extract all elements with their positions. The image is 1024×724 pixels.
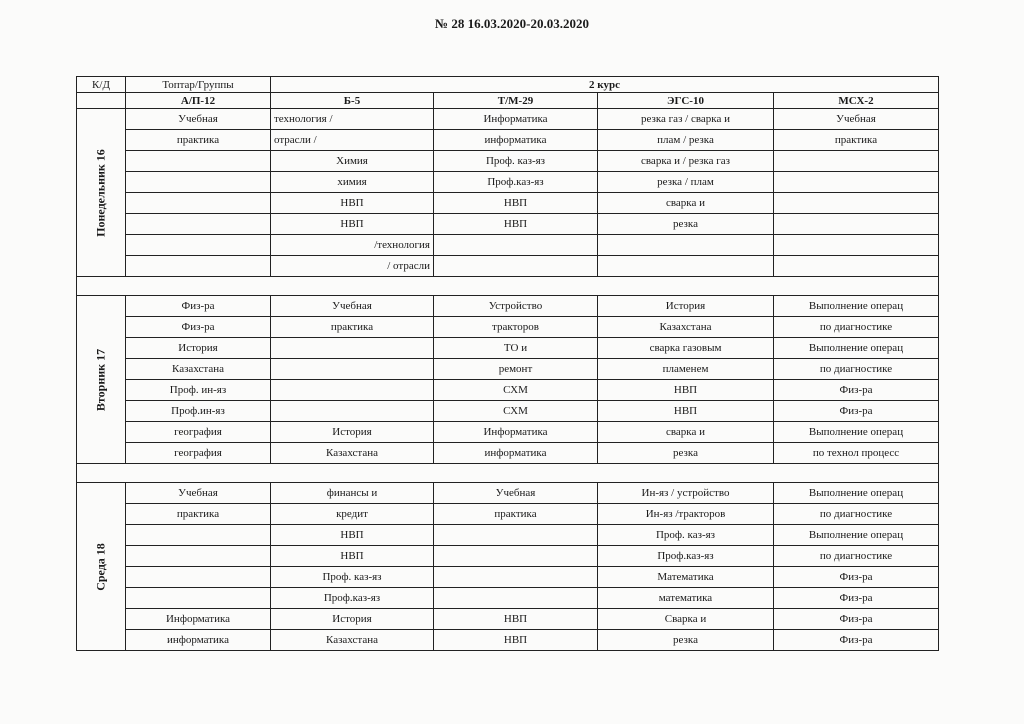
- schedule-row: [77, 109, 939, 130]
- schedule-row: [77, 443, 939, 464]
- schedule-cell: сварка и / резка газ: [598, 151, 774, 172]
- schedule-cell: [774, 256, 939, 277]
- schedule-cell: Физ-ра: [774, 567, 939, 588]
- schedule-cell: [434, 546, 598, 567]
- schedule-cell: технология /: [271, 109, 434, 130]
- schedule-cell: Ин-яз /тракторов: [598, 504, 774, 525]
- schedule-cell: Учебная: [434, 483, 598, 504]
- schedule-cell: Казахстана: [271, 630, 434, 651]
- day-label-cell: [77, 483, 126, 651]
- schedule-row: [77, 256, 939, 277]
- schedule-cell: ремонт: [434, 359, 598, 380]
- course-header: 2 курс: [271, 77, 939, 93]
- schedule-cell: Выполнение операц: [774, 338, 939, 359]
- schedule-cell: Информатика: [126, 609, 271, 630]
- schedule-cell: [598, 256, 774, 277]
- schedule-cell: Проф.каз-яз: [598, 546, 774, 567]
- day-label: Среда 18: [93, 542, 108, 591]
- schedule-cell: Сварка и: [598, 609, 774, 630]
- schedule-cell: Проф. каз-яз: [598, 525, 774, 546]
- schedule-cell: по диагностике: [774, 359, 939, 380]
- schedule-cell: Выполнение операц: [774, 483, 939, 504]
- schedule-cell: [126, 546, 271, 567]
- schedule-cell: [271, 401, 434, 422]
- schedule-cell: Химия: [271, 151, 434, 172]
- schedule-cell: по диагностике: [774, 317, 939, 338]
- header-row: [77, 77, 939, 93]
- schedule-cell: Физ-ра: [774, 630, 939, 651]
- schedule-cell: резка: [598, 443, 774, 464]
- schedule-cell: Учебная: [126, 109, 271, 130]
- groups-row-blank: [77, 93, 126, 109]
- schedule-cell: Выполнение операц: [774, 296, 939, 317]
- schedule-cell: пламенем: [598, 359, 774, 380]
- schedule-cell: тракторов: [434, 317, 598, 338]
- schedule-cell: Проф. каз-яз: [271, 567, 434, 588]
- schedule-cell: Проф.каз-яз: [434, 172, 598, 193]
- schedule-cell: по диагностике: [774, 546, 939, 567]
- page-title: № 28 16.03.2020-20.03.2020: [435, 16, 589, 31]
- schedule-cell: [774, 193, 939, 214]
- schedule-cell: Устройство: [434, 296, 598, 317]
- schedule-row: [77, 525, 939, 546]
- schedule-cell: сварка газовым: [598, 338, 774, 359]
- group-header: Б-5: [271, 93, 434, 109]
- schedule-cell: география: [126, 443, 271, 464]
- schedule-row: [77, 546, 939, 567]
- schedule-cell: информатика: [434, 130, 598, 151]
- schedule-row: [77, 338, 939, 359]
- group-header: А/П-12: [126, 93, 271, 109]
- schedule-cell: практика: [434, 504, 598, 525]
- group-header: ЭГС-10: [598, 93, 774, 109]
- day-label-cell: [77, 109, 126, 277]
- schedule-cell: [271, 359, 434, 380]
- schedule-cell: История: [271, 422, 434, 443]
- schedule-cell: практика: [271, 317, 434, 338]
- schedule-row: [77, 401, 939, 422]
- kd-header: К/Д: [77, 77, 126, 93]
- schedule-cell: [434, 525, 598, 546]
- schedule-cell: НВП: [598, 401, 774, 422]
- schedule-cell: информатика: [434, 443, 598, 464]
- schedule-cell: [271, 380, 434, 401]
- schedule-cell: [774, 235, 939, 256]
- schedule-cell: Физ-ра: [774, 401, 939, 422]
- day-label: Понедельник 16: [93, 148, 108, 237]
- schedule-row: [77, 214, 939, 235]
- schedule-cell: НВП: [271, 214, 434, 235]
- groups-header: Топтар/Группы: [126, 77, 271, 93]
- schedule-cell: Учебная: [271, 296, 434, 317]
- schedule-cell: [126, 588, 271, 609]
- schedule-cell: по технол процесс: [774, 443, 939, 464]
- schedule-cell: [126, 256, 271, 277]
- schedule-cell: Физ-ра: [774, 588, 939, 609]
- schedule-cell: информатика: [126, 630, 271, 651]
- schedule-cell: НВП: [434, 609, 598, 630]
- schedule-cell: Проф. ин-яз: [126, 380, 271, 401]
- schedule-cell: Физ-ра: [126, 296, 271, 317]
- schedule-table: [76, 76, 939, 651]
- schedule-row: [77, 380, 939, 401]
- schedule-cell: практика: [774, 130, 939, 151]
- schedule-cell: [434, 567, 598, 588]
- schedule-cell: НВП: [271, 193, 434, 214]
- day-separator-row: [77, 464, 939, 483]
- day-separator: [77, 464, 939, 483]
- schedule-cell: [434, 256, 598, 277]
- groups-row: [77, 93, 939, 109]
- schedule-cell: Учебная: [126, 483, 271, 504]
- schedule-row: [77, 296, 939, 317]
- schedule-row: [77, 151, 939, 172]
- schedule-cell: резка газ / сварка и: [598, 109, 774, 130]
- schedule-row: [77, 630, 939, 651]
- schedule-cell: [126, 214, 271, 235]
- schedule-cell: математика: [598, 588, 774, 609]
- schedule-cell: [126, 567, 271, 588]
- schedule-row: [77, 567, 939, 588]
- schedule-cell: резка: [598, 630, 774, 651]
- schedule-cell: Проф.ин-яз: [126, 401, 271, 422]
- schedule-cell: Информатика: [434, 422, 598, 443]
- schedule-cell: /технология: [271, 235, 434, 256]
- schedule-cell: Физ-ра: [774, 380, 939, 401]
- day-separator-row: [77, 277, 939, 296]
- schedule-cell: резка / плам: [598, 172, 774, 193]
- schedule-cell: НВП: [434, 193, 598, 214]
- schedule-row: [77, 504, 939, 525]
- schedule-cell: финансы и: [271, 483, 434, 504]
- schedule-row: [77, 193, 939, 214]
- schedule-cell: НВП: [271, 546, 434, 567]
- schedule-row: [77, 588, 939, 609]
- schedule-cell: НВП: [598, 380, 774, 401]
- schedule-cell: История: [271, 609, 434, 630]
- schedule-cell: плам / резка: [598, 130, 774, 151]
- day-label: Вторник 17: [93, 348, 108, 411]
- schedule-cell: Выполнение операц: [774, 525, 939, 546]
- schedule-cell: Учебная: [774, 109, 939, 130]
- schedule-cell: Проф.каз-яз: [271, 588, 434, 609]
- schedule-cell: Казахстана: [598, 317, 774, 338]
- schedule-cell: [774, 214, 939, 235]
- schedule-row: [77, 130, 939, 151]
- schedule-cell: [434, 588, 598, 609]
- schedule-cell: Ин-яз / устройство: [598, 483, 774, 504]
- schedule-cell: [126, 525, 271, 546]
- schedule-cell: НВП: [434, 630, 598, 651]
- schedule-cell: Выполнение операц: [774, 422, 939, 443]
- schedule-cell: отрасли /: [271, 130, 434, 151]
- schedule-cell: [126, 193, 271, 214]
- group-header: МСХ-2: [774, 93, 939, 109]
- schedule-row: [77, 317, 939, 338]
- schedule-cell: [774, 172, 939, 193]
- schedule-cell: кредит: [271, 504, 434, 525]
- schedule-row: [77, 609, 939, 630]
- schedule-cell: практика: [126, 504, 271, 525]
- schedule-row: [77, 483, 939, 504]
- schedule-cell: [434, 235, 598, 256]
- schedule-cell: [774, 151, 939, 172]
- schedule-cell: СХМ: [434, 380, 598, 401]
- schedule-cell: химия: [271, 172, 434, 193]
- schedule-cell: сварка и: [598, 193, 774, 214]
- schedule-cell: Проф. каз-яз: [434, 151, 598, 172]
- schedule-cell: ТО и: [434, 338, 598, 359]
- day-label-cell: [77, 296, 126, 464]
- day-separator: [77, 277, 939, 296]
- schedule-cell: НВП: [271, 525, 434, 546]
- schedule-row: [77, 359, 939, 380]
- schedule-cell: по диагностике: [774, 504, 939, 525]
- schedule-cell: / отрасли: [271, 256, 434, 277]
- schedule-row: [77, 235, 939, 256]
- schedule-cell: Казахстана: [126, 359, 271, 380]
- schedule-cell: практика: [126, 130, 271, 151]
- schedule-cell: резка: [598, 214, 774, 235]
- schedule-cell: [126, 151, 271, 172]
- schedule-cell: [126, 172, 271, 193]
- schedule-cell: СХМ: [434, 401, 598, 422]
- group-header: Т/М-29: [434, 93, 598, 109]
- schedule-cell: Физ-ра: [774, 609, 939, 630]
- schedule-cell: [126, 235, 271, 256]
- schedule-cell: [598, 235, 774, 256]
- schedule-row: [77, 422, 939, 443]
- schedule-row: [77, 172, 939, 193]
- schedule-cell: [271, 338, 434, 359]
- schedule-cell: география: [126, 422, 271, 443]
- schedule-cell: сварка и: [598, 422, 774, 443]
- schedule-cell: Физ-ра: [126, 317, 271, 338]
- schedule-cell: НВП: [434, 214, 598, 235]
- schedule-cell: История: [126, 338, 271, 359]
- schedule-cell: Информатика: [434, 109, 598, 130]
- schedule-cell: Казахстана: [271, 443, 434, 464]
- schedule-cell: Математика: [598, 567, 774, 588]
- schedule-cell: История: [598, 296, 774, 317]
